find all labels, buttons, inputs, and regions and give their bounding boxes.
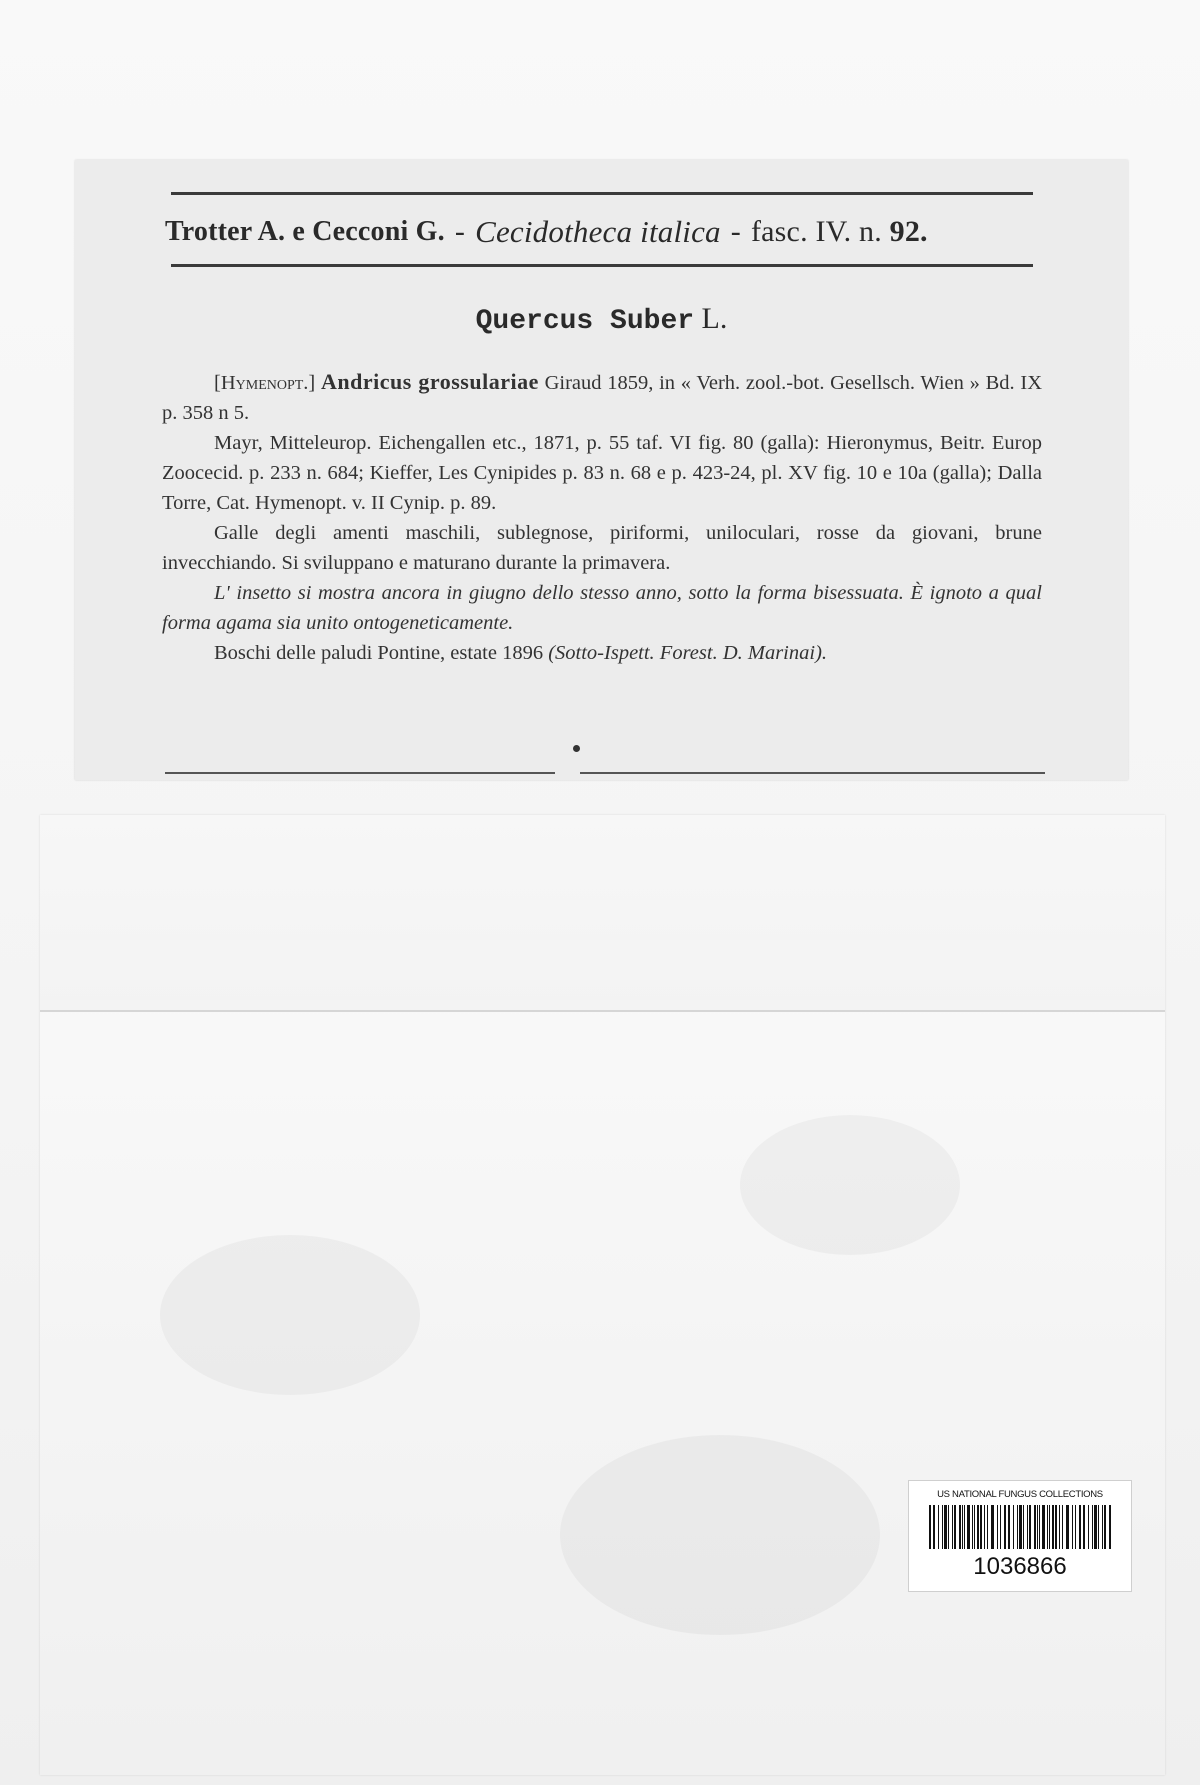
barcode-bar <box>929 1505 931 1549</box>
ink-dot <box>573 745 580 752</box>
footer-rule-left <box>165 772 555 774</box>
barcode-bar <box>1083 1505 1085 1549</box>
printed-label <box>75 160 1128 780</box>
barcode-bar <box>938 1505 939 1549</box>
barcode-bar <box>1047 1505 1048 1549</box>
barcode-bar <box>1029 1505 1031 1549</box>
barcode-bar <box>1102 1505 1103 1549</box>
paragraph-references: Mayr, Mitteleurop. Eichengallen etc., 1871, p. 55 taf. VI fig. 80 (galla): Hieronymus, Beitr. Europ Zoocecid. p. 233 n. 684; Kieffer, Les Cynipides p. 83 n. 68 e p. 423-24, pl. XV fig. 10 e 10a (galla); Dalla Torre, Cat. Hymenopt. v. II Cynip. p. 89. <box>162 432 1042 514</box>
barcode-bar <box>1075 1505 1076 1549</box>
header-fascicle <box>751 215 928 249</box>
barcode-bar <box>1092 1505 1093 1549</box>
order-name: [Hymenopt.] <box>214 372 316 394</box>
barcode-bar <box>1013 1505 1014 1549</box>
barcode-bar <box>1088 1505 1089 1549</box>
collection-name: US NATIONAL FUNGUS COLLECTIONS <box>937 1489 1103 1500</box>
paragraph-taxon <box>162 367 1042 428</box>
paragraph-note: L' insetto si mostra ancora in giugno dello stesso anno, sotto la forma bisessuata. È ignoto a qual forma agama sia unito ontogeneticamente. <box>162 582 1042 634</box>
gall-species: Andricus grossulariae <box>320 369 539 394</box>
barcode-bar <box>1104 1505 1106 1549</box>
barcode-bar <box>984 1505 985 1549</box>
barcode-bar <box>952 1505 953 1549</box>
barcode-bar <box>1052 1505 1054 1549</box>
host-plant <box>75 302 1128 337</box>
barcode-bar <box>1008 1505 1010 1549</box>
barcode-number: 1036866 <box>973 1553 1067 1580</box>
collector: (Sotto-Ispett. Forest. D. Marinai). <box>548 642 828 664</box>
barcode-bar <box>962 1505 963 1549</box>
paragraph-description: Galle degli amenti maschili, sublegnose, piriformi, uniloculari, rosse da giovani, brune invecchiando. Si sviluppano e maturano durante la primavera. <box>162 522 1042 574</box>
host-name: Quercus Suber <box>475 306 695 337</box>
barcode-bar <box>1019 1505 1022 1549</box>
fascicle-prefix: fasc. IV. n. <box>750 215 882 248</box>
paragraph-locality <box>162 638 1042 668</box>
barcode-bar <box>1079 1505 1081 1549</box>
packet-flap[interactable] <box>40 815 1165 1012</box>
barcode-bar <box>1027 1505 1028 1549</box>
barcode-bar <box>1094 1505 1097 1549</box>
header-series: Cecidotheca italica <box>475 214 721 249</box>
footer-rule-right <box>580 772 1045 774</box>
barcode-bar <box>987 1505 988 1549</box>
host-authority: L. <box>701 302 728 335</box>
barcode-bar <box>942 1505 943 1549</box>
barcode-bar <box>1062 1505 1063 1549</box>
header-rule-bottom <box>171 264 1033 267</box>
header-separator: - <box>454 215 466 248</box>
barcode-bar <box>964 1505 965 1549</box>
header-rule-top <box>171 192 1033 195</box>
barcode-bar <box>944 1505 947 1549</box>
paper-stain <box>560 1435 880 1635</box>
paper-stain <box>740 1115 960 1255</box>
barcode-bar <box>972 1505 973 1549</box>
barcode-bar <box>1055 1505 1057 1549</box>
label-header <box>165 204 1045 260</box>
header-authors: Trotter A. e Cecconi G. <box>165 216 445 247</box>
barcode-bar <box>954 1505 956 1549</box>
barcode-bar <box>1023 1505 1024 1549</box>
fascicle-number: 92. <box>889 215 928 248</box>
barcode-bar <box>1004 1505 1006 1549</box>
barcode-bar <box>1049 1505 1050 1549</box>
barcode-bar <box>1042 1505 1045 1549</box>
barcode-bar <box>1066 1505 1069 1549</box>
barcode-bar <box>948 1505 949 1549</box>
locality: Boschi delle paludi Pontine, estate 1896 <box>214 642 544 664</box>
specimen-packet <box>40 815 1165 1775</box>
barcode-bar <box>1072 1505 1073 1549</box>
barcode-bar <box>1000 1505 1001 1549</box>
barcode-bar <box>1039 1505 1040 1549</box>
barcode-bar <box>1017 1505 1018 1549</box>
barcode-bar <box>1037 1505 1038 1549</box>
species-citation: Giraud 1859, in « Verh. zool.-bot. Gesellsch. Wien » Bd. IX p. 358 n 5. <box>162 372 1042 424</box>
barcode-bar <box>967 1505 970 1549</box>
barcode-bar <box>933 1505 935 1549</box>
barcode-bar <box>980 1505 982 1549</box>
barcode-label <box>908 1480 1132 1592</box>
barcode-bar <box>1059 1505 1060 1549</box>
barcode-bar <box>1109 1505 1111 1549</box>
label-body <box>162 367 1042 668</box>
barcode-bar <box>991 1505 994 1549</box>
barcode-bar <box>997 1505 998 1549</box>
barcode-bar <box>977 1505 979 1549</box>
barcode <box>929 1505 1111 1549</box>
barcode-bar <box>974 1505 975 1549</box>
barcode-bar <box>1098 1505 1099 1549</box>
paper-stain <box>160 1235 420 1395</box>
header-separator-2: - <box>730 215 741 248</box>
barcode-bar <box>1034 1505 1036 1549</box>
barcode-bar <box>959 1505 961 1549</box>
